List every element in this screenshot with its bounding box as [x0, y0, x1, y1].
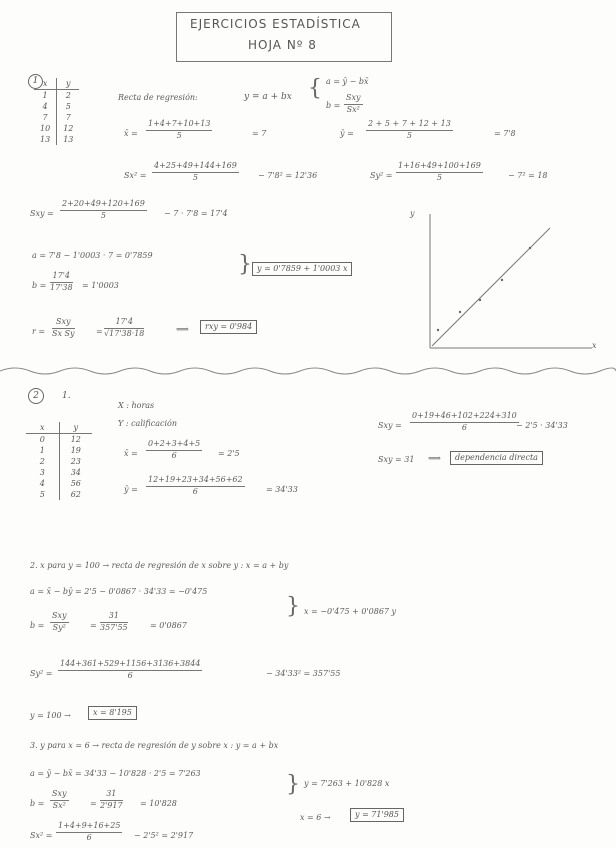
table-header-x: x — [34, 78, 57, 90]
regression-equation: y = a + bx — [244, 92, 292, 102]
ybar-fraction — [366, 120, 453, 141]
regression-line — [432, 228, 550, 346]
fraction-numerator: 144+361+529+1156+3136+3844 — [58, 660, 202, 671]
xbar-fraction — [146, 120, 212, 141]
table-row — [26, 434, 92, 446]
dependence-box: dependencia directa — [450, 451, 543, 465]
fraction-numerator: 2+20+49+120+169 — [60, 200, 147, 211]
part-2-sy2-fraction — [58, 660, 202, 681]
part-2-statement: 2. x para y = 100 → recta de regresión de x sobre y : x = a + by — [30, 561, 289, 570]
part-2-b-fraction — [50, 612, 69, 633]
fraction-numerator: Sxy — [52, 318, 75, 329]
fraction-numerator: Sxy — [50, 612, 69, 623]
fraction-denominator: 5 — [192, 172, 198, 182]
table-cell: 13 — [34, 134, 57, 145]
part-3-equation: y = 7'263 + 10'828 x — [304, 779, 390, 788]
plot-point — [479, 299, 481, 301]
fraction-denominator: 2'917 — [100, 800, 123, 810]
x-definition: X : horas — [118, 401, 155, 410]
regression-label: Recta de regresión: — [118, 93, 198, 102]
table-cell: 12 — [70, 435, 81, 444]
sxy-result: − 7 · 7'8 = 17'4 — [164, 209, 228, 218]
part-2-a-calc: a = x̄ − bȳ = 2'5 − 0'0867 · 34'33 = −0'475 — [30, 587, 208, 596]
r-result-box: rxy = 0'984 — [200, 320, 257, 334]
table-cell: 56 — [70, 479, 81, 488]
part-2-b-label: b = — [30, 621, 45, 630]
table-row — [34, 90, 79, 102]
fraction-numerator: 2 + 5 + 7 + 12 + 13 — [366, 120, 453, 131]
table-row — [34, 112, 79, 123]
table-cell: 0 — [26, 434, 59, 446]
part-3-statement: 3. y para x = 6 → recta de regresión de y sobre x : y = a + bx — [30, 741, 279, 750]
r-fraction — [52, 318, 75, 339]
part-3-result-box: y = 71'985 — [350, 808, 404, 822]
part-2-b-fraction-values — [100, 612, 128, 633]
section-divider — [0, 364, 616, 378]
table-row — [34, 134, 79, 145]
sx2-result: − 7'8² = 12'36 — [258, 171, 318, 180]
brace: } — [286, 594, 300, 619]
sxy-label: Sxy = — [30, 209, 54, 218]
plot-y-label: y — [410, 209, 415, 218]
fraction-numerator: 12+19+23+34+56+62 — [146, 476, 245, 487]
ex2-sxy-value: Sxy = 31 — [378, 455, 415, 464]
table-row — [34, 123, 79, 134]
y-definition: Y : calificación — [118, 419, 178, 428]
fraction-denominator: 6 — [171, 450, 177, 460]
part-3-b-equals: = — [90, 799, 97, 808]
fraction-denominator: Sx² — [52, 800, 66, 810]
fraction-numerator: 4+25+49+144+169 — [152, 162, 239, 173]
ex2-xbar-label: x̄ = — [124, 449, 138, 458]
part-2-sy2-result: − 34'33² = 357'55 — [266, 669, 341, 678]
plot-point — [501, 279, 503, 281]
table-row — [26, 489, 92, 500]
b-calc-label: b = — [32, 281, 47, 290]
table-cell: 2 — [65, 91, 71, 100]
table-header-y: y — [59, 422, 92, 434]
exercise-1-number: 1 — [28, 74, 43, 89]
exercise-1-table — [34, 78, 79, 145]
fraction-numerator: 0+2+3+4+5 — [146, 440, 202, 451]
fraction-denominator: 6 — [86, 832, 92, 842]
part-2-b-equals: = — [90, 621, 97, 630]
fraction-denominator: 5 — [176, 130, 182, 140]
xbar-result: = 7 — [252, 129, 267, 138]
fraction-denominator: 6 — [461, 422, 467, 432]
table-header-x: x — [26, 422, 59, 434]
table-row — [26, 445, 92, 456]
fraction-denominator: Sx Sy — [52, 328, 75, 338]
table-cell: 34 — [70, 468, 81, 477]
part-2-y100: y = 100 → — [30, 711, 71, 720]
regression-result-box: y = 0'7859 + 1'0003 x — [252, 262, 352, 276]
ex2-sxy-fraction — [410, 412, 519, 433]
table-cell: 5 — [65, 102, 71, 111]
b-calc-result: = 1'0003 — [82, 281, 119, 290]
ex2-ybar-fraction — [146, 476, 245, 497]
fraction-numerator: 17'4 — [50, 272, 73, 283]
table-header-y: y — [57, 78, 80, 90]
ybar-label: ȳ = — [340, 129, 354, 138]
part-3-b-label: b = — [30, 799, 45, 808]
fraction-numerator: 0+19+46+102+224+310 — [410, 412, 519, 423]
plot-x-label: x — [592, 341, 597, 350]
a-calculation: a = 7'8 − 1'0003 · 7 = 0'7859 — [32, 251, 153, 260]
b-formula-label: b = — [326, 101, 341, 110]
table-cell: 4 — [26, 478, 59, 489]
part-3-x6: x = 6 → — [300, 813, 331, 822]
exercise-2-table — [26, 422, 92, 500]
r-equals: = — [96, 327, 103, 336]
r-arrow: ⟹ — [176, 325, 189, 335]
fraction-numerator: 31 — [100, 790, 123, 801]
part-2-sy2-label: Sy² = — [30, 669, 53, 678]
ex2-ybar-label: ȳ = — [124, 485, 138, 494]
fraction-denominator: 6 — [192, 486, 198, 496]
table-cell: 3 — [26, 467, 59, 478]
scatter-plot — [410, 208, 600, 358]
sy2-result: − 7² = 18 — [508, 171, 548, 180]
table-row — [34, 101, 79, 112]
ex2-sxy-result: − 2'5 · 34'33 — [516, 421, 568, 430]
fraction-denominator: 17'38 — [50, 282, 73, 292]
part-1-label: 1. — [62, 391, 71, 401]
table-cell: 2 — [26, 456, 59, 467]
exercise-2-number: 2 — [28, 388, 44, 404]
part-3-a-calc: a = ȳ − bx̄ = 34'33 − 10'828 · 2'5 = 7'263 — [30, 769, 201, 778]
part-3-b-fraction — [50, 790, 69, 811]
page-subtitle: HOJA Nº 8 — [248, 38, 317, 52]
fraction-numerator: 17'4 — [104, 318, 144, 329]
fraction-denominator: Sy² — [52, 622, 66, 632]
sx2-fraction — [152, 162, 239, 183]
sy2-label: Sy² = — [370, 171, 393, 180]
brace: } — [286, 772, 300, 797]
part-3-sx2-result: − 2'5² = 2'917 — [134, 831, 194, 840]
sy2-fraction — [396, 162, 483, 183]
fraction-numerator: 31 — [100, 612, 128, 623]
fraction-denominator: 5 — [436, 172, 442, 182]
table-cell: 1 — [26, 445, 59, 456]
brace: { — [308, 76, 322, 101]
fraction-denominator: 6 — [127, 670, 133, 680]
table-cell: 12 — [63, 124, 74, 133]
fraction-denominator: 5 — [100, 210, 106, 220]
b-calc-fraction — [50, 272, 73, 293]
table-row — [26, 456, 92, 467]
sxy-fraction — [60, 200, 147, 221]
fraction-numerator: Sxy — [50, 790, 69, 801]
r-label: r = — [32, 327, 46, 336]
page-title: EJERCICIOS ESTADÍSTICA — [190, 17, 361, 31]
ex2-ybar-result: = 34'33 — [266, 485, 298, 494]
r-fraction-values — [104, 318, 144, 339]
table-cell: 19 — [70, 446, 81, 455]
a-formula: a = ȳ − bx̄ — [326, 77, 369, 86]
part-2-equation: x = −0'475 + 0'0867 y — [304, 607, 397, 616]
fraction-denominator: 5 — [406, 130, 412, 140]
ex2-sxy-arrow: ⟹ — [428, 454, 441, 464]
brace: } — [238, 252, 252, 277]
fraction-numerator: Sxy — [344, 94, 363, 105]
plot-point — [459, 311, 461, 313]
fraction-numerator: 1+4+9+16+25 — [56, 822, 122, 833]
plot-point — [437, 329, 439, 331]
fraction-denominator: 357'55 — [100, 622, 128, 632]
part-2-b-result: = 0'0867 — [150, 621, 187, 630]
fraction-denominator: √17'38·18 — [104, 328, 145, 338]
table-row — [26, 467, 92, 478]
part-3-sx2-fraction — [56, 822, 122, 843]
ex2-sxy-label: Sxy = — [378, 421, 402, 430]
xbar-label: x̄ = — [124, 129, 138, 138]
table-cell: 10 — [34, 123, 57, 134]
table-cell: 1 — [34, 90, 57, 102]
part-3-b-fraction-values — [100, 790, 123, 811]
fraction-denominator: Sx² — [346, 104, 360, 114]
sx2-label: Sx² = — [124, 171, 147, 180]
table-cell: 13 — [63, 135, 74, 144]
fraction-numerator: 1+16+49+100+169 — [396, 162, 483, 173]
table-cell: 5 — [26, 489, 59, 500]
fraction-numerator: 1+4+7+10+13 — [146, 120, 212, 131]
table-cell: 4 — [34, 101, 57, 112]
part-3-sx2-label: Sx² = — [30, 831, 53, 840]
plot-point — [529, 247, 531, 249]
part-3-b-result: = 10'828 — [140, 799, 177, 808]
table-cell: 23 — [70, 457, 81, 466]
b-formula-fraction — [344, 94, 363, 115]
table-cell: 7 — [34, 112, 57, 123]
ex2-xbar-fraction — [146, 440, 202, 461]
ex2-xbar-result: = 2'5 — [218, 449, 240, 458]
table-cell: 62 — [70, 490, 81, 499]
ybar-result: = 7'8 — [494, 129, 516, 138]
part-2-result-box: x = 8'195 — [88, 706, 137, 720]
table-row — [26, 478, 92, 489]
table-cell: 7 — [65, 113, 71, 122]
